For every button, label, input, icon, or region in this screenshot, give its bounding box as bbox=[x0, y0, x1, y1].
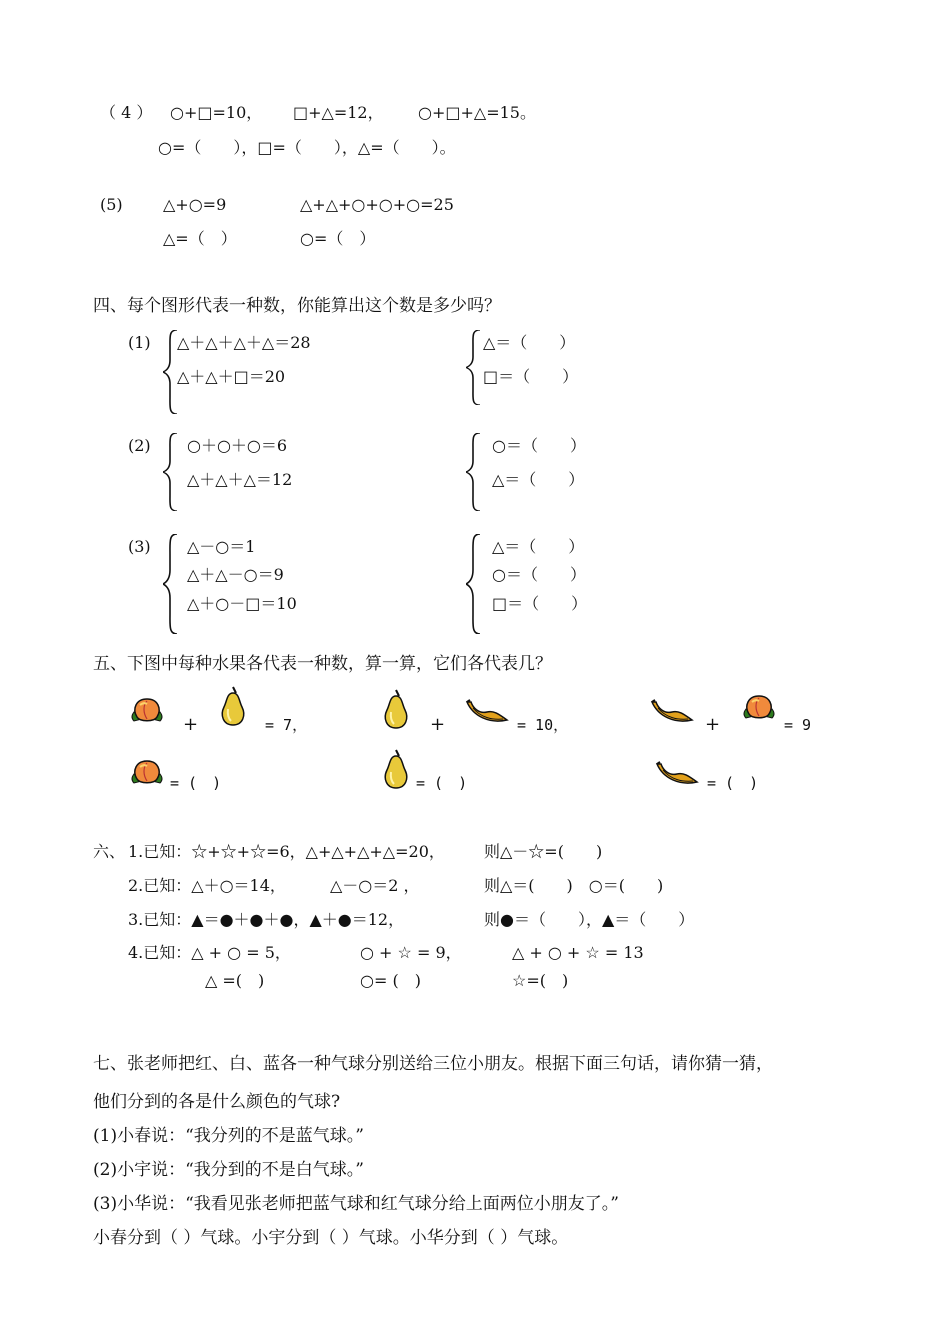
sec4-p2-eq2: △＋△＋△＝12 bbox=[187, 470, 293, 489]
peach-answer: = ( ) bbox=[170, 774, 222, 792]
pear-icon bbox=[378, 748, 414, 790]
problem-4-eq2: □+△=12， bbox=[293, 103, 384, 122]
section-7-line-2: 他们分到的各是什么颜色的气球? bbox=[93, 1092, 341, 1112]
problem-4-eq3: ○+□+△=15。 bbox=[418, 103, 536, 122]
sec4-p3-ans1: △＝（ ） bbox=[492, 537, 585, 556]
sec6-q1-ask: 则△－☆=( ) bbox=[484, 842, 603, 861]
sec6-q2-given: 2.已知：△＋○＝14， bbox=[128, 876, 286, 895]
equation-1-result: = 7， bbox=[265, 716, 308, 734]
problem-5-answer-2: ○=（ ） bbox=[300, 229, 376, 248]
banana-icon bbox=[650, 698, 694, 728]
sec4-p1-ans1: △＝（ ） bbox=[483, 333, 576, 352]
sec6-q3-ask: 则●＝（ ），▲＝（ ） bbox=[484, 910, 695, 929]
pear-icon bbox=[215, 685, 251, 727]
left-brace-icon bbox=[163, 433, 179, 511]
problem-5-answer-1: △=（ ） bbox=[163, 229, 237, 248]
peach-icon bbox=[740, 692, 778, 724]
sec6-q3-given: 3.已知：▲＝●＋●＋●，▲＋●＝12， bbox=[128, 910, 405, 929]
section-7-line-1: 七、张老师把红、白、蓝各一种气球分别送给三位小朋友。根据下面三句话，请你猜一猜， bbox=[93, 1054, 773, 1074]
sec6-q2-given-2: △－○＝2 ， bbox=[330, 876, 420, 895]
sec6-q4-ans2: ○= ( ) bbox=[360, 971, 421, 990]
sec4-p3-eq2: △＋△－○＝9 bbox=[187, 565, 284, 584]
banana-answer: = ( ) bbox=[707, 774, 759, 792]
sec6-q1-given: 1.已知：☆+☆+☆=6，△+△+△+△=20， bbox=[128, 842, 445, 861]
left-brace-icon bbox=[466, 330, 482, 405]
sec4-p3-ans2: ○＝（ ） bbox=[492, 565, 586, 584]
pear-answer: = ( ) bbox=[416, 774, 468, 792]
sec6-q4-ans3: ☆=( ) bbox=[512, 971, 569, 990]
equation-3-result: = 9 bbox=[784, 716, 812, 734]
sec4-p1-eq2: △＋△＋□＝20 bbox=[177, 367, 286, 386]
banana-icon bbox=[655, 760, 699, 790]
sec4-p1-eq1: △＋△＋△＋△＝28 bbox=[177, 333, 311, 352]
sec4-problem-3-label: (3) bbox=[128, 537, 151, 556]
peach-icon bbox=[128, 757, 166, 789]
sec4-p3-ans3: □＝（ ） bbox=[492, 594, 588, 613]
plus-sign: + bbox=[430, 714, 446, 735]
sec4-p3-eq3: △＋○－□＝10 bbox=[187, 594, 297, 613]
banana-icon bbox=[465, 698, 509, 728]
sec6-q4-given-3: △ + ○ + ☆ = 13 bbox=[512, 943, 644, 962]
sec6-q4-given-2: ○ + ☆ = 9， bbox=[360, 943, 462, 962]
left-brace-icon bbox=[163, 534, 179, 634]
problem-5-eq1: △+○=9 bbox=[163, 195, 227, 214]
section-4-title: 四、每个图形代表一种数，你能算出这个数是多少吗？ bbox=[93, 296, 501, 316]
sec6-q4-ans1: △ =( ) bbox=[205, 971, 265, 990]
left-brace-icon bbox=[466, 433, 482, 511]
problem-4-eq1: ○+□=10， bbox=[170, 103, 263, 122]
sec4-p1-ans2: □＝（ ） bbox=[483, 367, 579, 386]
answer-line: 小春分到（ ）气球。小宇分到（ ）气球。小华分到（ ）气球。 bbox=[93, 1228, 569, 1248]
sec6-q4-given: 4.已知：△ + ○ = 5， bbox=[128, 943, 291, 962]
sec4-p2-eq1: ○＋○＋○＝6 bbox=[187, 436, 288, 455]
section-5-title: 五、下图中每种水果各代表一种数，算一算，它们各代表几？ bbox=[93, 654, 552, 674]
left-brace-icon bbox=[466, 534, 482, 634]
problem-5-eq2: △+△+○+○+○=25 bbox=[300, 195, 454, 214]
plus-sign: + bbox=[183, 714, 199, 735]
sec4-problem-2-label: (2) bbox=[128, 436, 151, 455]
problem-4-label: （ 4 ） bbox=[100, 103, 153, 122]
statement-1: (1)小春说：“我分列的不是蓝气球。” bbox=[93, 1126, 364, 1146]
statement-3: (3)小华说：“我看见张老师把蓝气球和红气球分给上面两位小朋友了。” bbox=[93, 1194, 619, 1214]
problem-5-label: (5) bbox=[100, 195, 123, 214]
pear-icon bbox=[378, 688, 414, 730]
peach-icon bbox=[128, 695, 166, 727]
sec4-p3-eq1: △－○＝1 bbox=[187, 537, 256, 556]
sec6-q2-ask: 则△＝( ) ○＝( ) bbox=[484, 876, 664, 895]
section-6-prefix: 六、 bbox=[93, 842, 126, 861]
plus-sign: + bbox=[705, 714, 721, 735]
sec4-p2-ans1: ○＝（ ） bbox=[492, 436, 586, 455]
equation-2-result: = 10， bbox=[517, 716, 569, 734]
problem-4-answer: ○=（ ），□=（ ），△=（ ）。 bbox=[158, 138, 456, 157]
sec4-problem-1-label: (1) bbox=[128, 333, 151, 352]
sec4-p2-ans2: △＝（ ） bbox=[492, 470, 585, 489]
statement-2: (2)小宇说：“我分到的不是白气球。” bbox=[93, 1160, 364, 1180]
